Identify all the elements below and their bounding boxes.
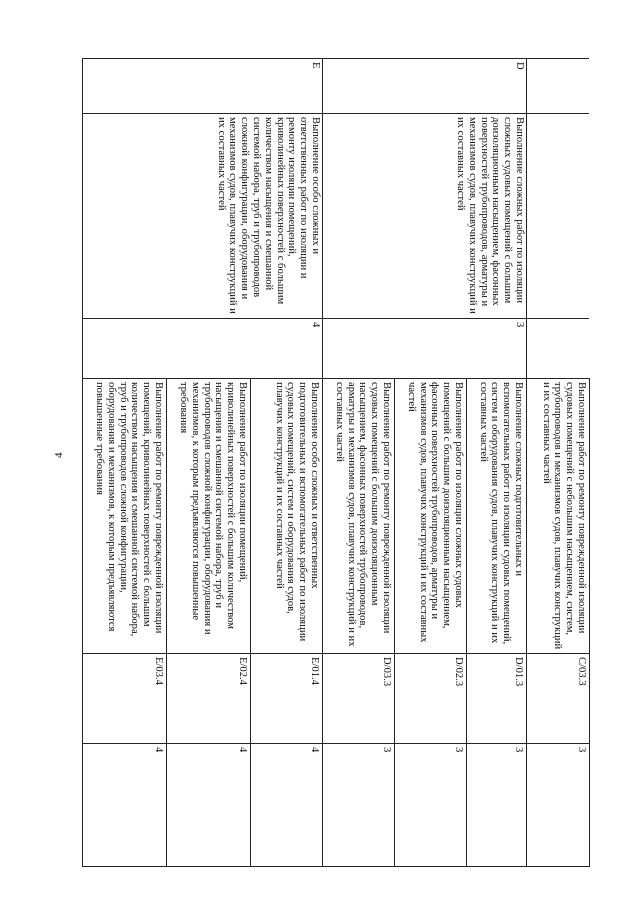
- generalized-function-title-cell: [527, 114, 590, 319]
- labor-function-name-cell: Выполнение работ по изоляции сложных судовых помещений с большим доизоляционным насыщением, фасонных поверхностей трубопроводов, арматуры и механизмов судов, плавучих конструкций и их составных частей: [395, 379, 467, 654]
- labor-function-level-cell: 4: [251, 744, 323, 867]
- labor-function-code-cell: E/03.4: [83, 654, 167, 744]
- labor-function-name-cell: Выполнение работ по ремонту поврежденной изоляции судовых помещений с небольшим насыщением, систем, трубопроводов и механизмов судов, плавучих конструкций и их составных частей: [527, 379, 590, 654]
- labor-function-level-cell: 4: [83, 744, 167, 867]
- labor-function-name-cell: Выполнение работ по ремонту поврежденной изоляции судовых помещений с большим доизоляционным насыщением, фасонных поверхностей трубопроводов, арматуры и механизмов судов, плавучих конструкций и их составных частей: [323, 379, 395, 654]
- labor-function-level-cell: 3: [527, 744, 590, 867]
- labor-function-code-cell: C/03.3: [527, 654, 590, 744]
- labor-function-level-cell: 3: [395, 744, 467, 867]
- labor-function-name-cell: Выполнение сложных подготовительных и вспомогательных работ по изоляции судовых помещений, систем и оборудования судов, плавучих конструкций и их составных частей: [467, 379, 527, 654]
- labor-function-name-cell: Выполнение работ по изоляции помещений, криволинейных поверхностей с большим количеством насыщения и смешанной системой набора, труб и трубопроводов сложной конфигурации, оборудования и механизмов, к которым предъявляются повышенные требования: [167, 379, 251, 654]
- labor-function-level-cell: 3: [467, 744, 527, 867]
- table-row: [527, 59, 590, 867]
- labor-function-code-cell: D/03.3: [323, 654, 395, 744]
- labor-function-code-cell: D/01.3: [467, 654, 527, 744]
- labor-functions-table: [82, 58, 590, 867]
- generalized-function-code-cell: D: [323, 59, 527, 114]
- labor-function-name-cell: Выполнение особо сложных и ответственных подготовительных и вспомогательных работ по изоляции судовых помещений, систем и оборудования судов, плавучих конструкций и их составных частей: [251, 379, 323, 654]
- generalized-function-title-cell: Выполнение особо сложных и ответственных работ по изоляции и ремонту изоляции помещений, криволинейных поверхностей с большим количеством насыщения и смешанной системой набора, труб и трубопроводов сложной конфигурации, оборудования и механизмов судов, плавучих конструкций и их составных частей: [83, 114, 323, 319]
- generalized-function-code-cell: E: [83, 59, 323, 114]
- labor-function-code-cell: E/01.4: [251, 654, 323, 744]
- labor-function-name-cell: Выполнение работ по ремонту поврежденной изоляции помещений, криволинейных поверхностей с большим количеством насыщения и смешанной системой набора, труб и трубопроводов сложной конфигурации, оборудования и механизмов, к которым предъявляются повышенные требования: [83, 379, 167, 654]
- labor-function-code-cell: E/02.4: [167, 654, 251, 744]
- page-number: 4: [53, 452, 65, 458]
- labor-function-level-cell: 3: [323, 744, 395, 867]
- qualification-level-cell: [527, 319, 590, 379]
- qualification-level-cell: 3: [323, 319, 527, 379]
- generalized-function-code-cell: [527, 59, 590, 114]
- rotated-page: [58, 58, 590, 866]
- table-row: [467, 59, 527, 867]
- qualification-level-cell: 4: [83, 319, 323, 379]
- labor-function-code-cell: D/02.3: [395, 654, 467, 744]
- table-row: [251, 59, 323, 867]
- labor-function-level-cell: 4: [167, 744, 251, 867]
- generalized-function-title-cell: Выполнение сложных работ по изоляции сложных судовых помещений с большим доизоляционным насыщением, фасонных поверхностей трубопроводов, арматуры и механизмов судов, плавучих конструкций и их составных частей: [323, 114, 527, 319]
